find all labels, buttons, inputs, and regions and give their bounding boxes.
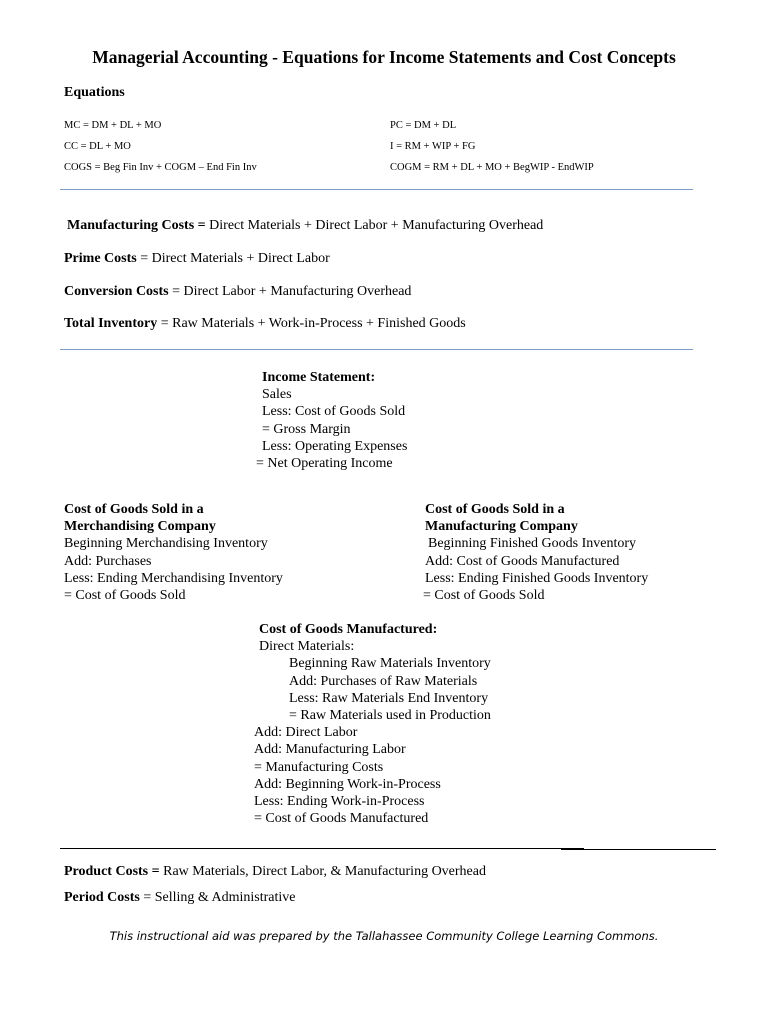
cogs-merch-line: Beginning Merchandising Inventory (64, 536, 268, 552)
equations-heading: Equations (64, 85, 125, 100)
cogs-mfg-line: Add: Cost of Goods Manufactured (425, 553, 620, 569)
cogm-sub-line: Beginning Raw Materials Inventory (289, 656, 491, 672)
income-statement-line: = Gross Margin (262, 421, 351, 437)
income-statement-line: Sales (262, 387, 292, 403)
equation-cc: CC = DL + MO (64, 141, 131, 152)
cogs-merchandising-block (64, 501, 283, 604)
cogs-mfg-line: Less: Ending Finished Goods Inventory (425, 570, 649, 586)
cogm-line: Add: Manufacturing Labor (254, 742, 406, 758)
section-divider (60, 349, 693, 350)
definition-text: Direct Materials + Direct Labor + Manufacturing Overhead (205, 218, 544, 233)
definition-term: Product Costs = (64, 864, 160, 879)
section-divider (561, 849, 716, 850)
definition-term: Total Inventory (64, 316, 158, 331)
definition-term: Manufacturing Costs = (67, 218, 206, 233)
cogm-sub-line: Less: Raw Materials End Inventory (289, 690, 489, 706)
definition-term: Prime Costs (64, 251, 137, 266)
section-divider (60, 848, 584, 849)
cogm-line: Add: Beginning Work-in-Process (254, 776, 441, 792)
definition-text: Raw Materials, Direct Labor, & Manufacturing Overhead (159, 864, 486, 879)
definition-product-costs (64, 864, 486, 880)
cogs-manufacturing-block (423, 501, 648, 604)
definition-term: Period Costs (64, 890, 140, 905)
definition-conversion-costs (64, 284, 411, 300)
cogm-sub-line: Add: Purchases of Raw Materials (289, 673, 478, 689)
footer-note: This instructional aid was prepared by the Tallahassee Community College Learning Commons. (109, 929, 659, 943)
cogs-mfg-heading: Cost of Goods Sold in a (425, 502, 565, 517)
equation-pc: PC = DM + DL (390, 120, 457, 131)
cogm-line: = Manufacturing Costs (254, 759, 384, 775)
definition-text: = Direct Labor + Manufacturing Overhead (168, 284, 412, 299)
equation-mc: MC = DM + DL + MO (64, 120, 162, 131)
cogs-mfg-heading: Manufacturing Company (425, 519, 578, 535)
income-statement-heading: Income Statement: (262, 370, 376, 385)
definition-prime-costs (64, 251, 330, 267)
definition-text: = Selling & Administrative (139, 890, 296, 905)
page-title: Managerial Accounting - Equations for Income Statements and Cost Concepts (92, 47, 676, 67)
definition-total-inventory (64, 316, 466, 332)
cogs-merch-line: Add: Purchases (64, 553, 152, 569)
cogm-line: Add: Direct Labor (254, 725, 358, 741)
income-statement-line: Less: Cost of Goods Sold (262, 404, 406, 420)
cogs-mfg-line: = Cost of Goods Sold (423, 588, 545, 604)
income-statement-line: Less: Operating Expenses (262, 438, 408, 454)
cogs-merch-line: = Cost of Goods Sold (64, 588, 186, 604)
definition-period-costs (64, 890, 296, 906)
definition-text: = Direct Materials + Direct Labor (136, 251, 330, 266)
cogs-mfg-line: Beginning Finished Goods Inventory (428, 536, 637, 552)
section-divider (60, 189, 693, 190)
cogm-line: Less: Ending Work-in-Process (254, 794, 425, 810)
definition-manufacturing-costs (67, 218, 543, 234)
cogm-sub-line: = Raw Materials used in Production (289, 708, 491, 724)
income-statement-line: = Net Operating Income (256, 456, 393, 472)
cogm-line: = Cost of Goods Manufactured (254, 811, 429, 827)
cogs-merch-heading: Cost of Goods Sold in a (64, 502, 204, 517)
cogm-block (254, 621, 491, 827)
equation-i: I = RM + WIP + FG (390, 141, 476, 152)
equation-cogm: COGM = RM + DL + MO + BegWIP - EndWIP (390, 162, 594, 173)
cogs-merch-line: Less: Ending Merchandising Inventory (64, 570, 283, 586)
cogm-heading: Cost of Goods Manufactured: (259, 622, 438, 637)
cogm-direct-materials: Direct Materials: (259, 639, 355, 655)
equation-cogs: COGS = Beg Fin Inv + COGM – End Fin Inv (64, 162, 257, 173)
definition-text: = Raw Materials + Work-in-Process + Finished Goods (157, 316, 466, 331)
cogs-merch-heading: Merchandising Company (64, 519, 216, 535)
income-statement (256, 369, 407, 472)
definition-term: Conversion Costs (64, 284, 169, 299)
